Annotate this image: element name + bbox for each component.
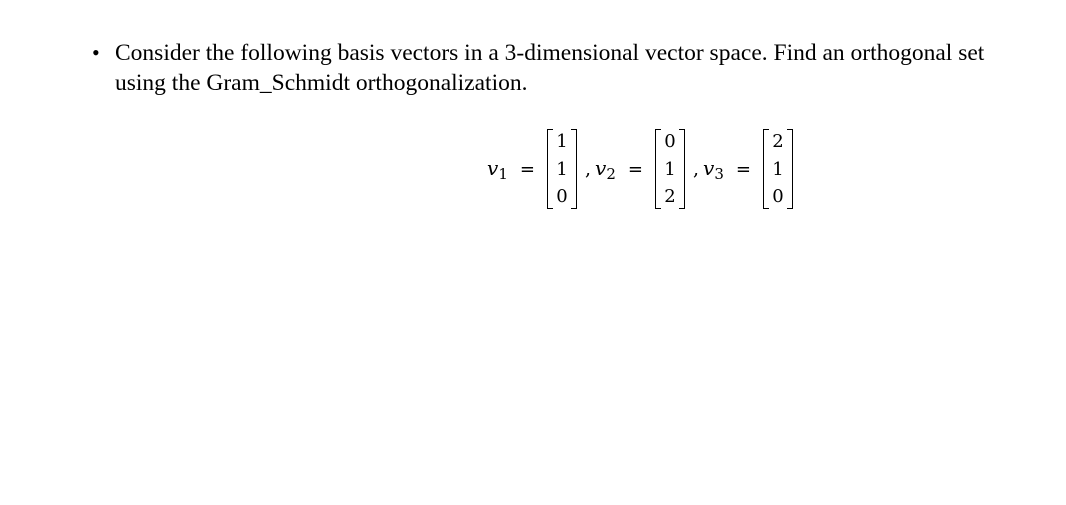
vector-v1-matrix: [547, 128, 577, 210]
vector-v3-component-1: 2: [772, 131, 784, 152]
separator-comma: ,: [584, 158, 591, 180]
vector-v2-component-1: 0: [664, 131, 676, 152]
vector-v2-matrix: [655, 128, 685, 210]
vector-v1-component-2: 1: [556, 158, 568, 180]
problem-line-1: Consider the following basis vectors in a 3-dimensional vector space. Find an orthogonal set: [115, 40, 985, 66]
vector-label-v3: $v_3$: [703, 155, 724, 183]
vector-equation: [487, 128, 793, 210]
vector-label-v1: $v_1$: [487, 155, 508, 183]
separator-comma: ,: [692, 158, 699, 180]
vector-label-v2: $v_2$: [595, 155, 616, 183]
right-bracket-icon: [679, 129, 685, 209]
problem-line-2: using the Gram_Schmidt orthogonalization.: [115, 70, 528, 96]
vector-v1-component-1: 1: [556, 131, 568, 152]
left-bracket-icon: [763, 129, 769, 209]
left-bracket-icon: [547, 129, 553, 209]
right-bracket-icon: [787, 129, 793, 209]
equals-sign: =: [519, 158, 535, 180]
vector-v3-component-2: 1: [772, 158, 784, 180]
vector-v2-component-3: 2: [664, 186, 676, 207]
equals-sign: =: [627, 158, 643, 180]
problem-block: [92, 38, 1062, 98]
left-bracket-icon: [655, 129, 661, 209]
vector-v2-component-2: 1: [664, 158, 676, 180]
right-bracket-icon: [571, 129, 577, 209]
vector-v3-component-3: 0: [772, 186, 784, 207]
equals-sign: =: [735, 158, 751, 180]
bullet-icon: •: [92, 40, 100, 65]
vector-v1-component-3: 0: [556, 186, 568, 207]
vector-v3-matrix: [763, 128, 793, 210]
